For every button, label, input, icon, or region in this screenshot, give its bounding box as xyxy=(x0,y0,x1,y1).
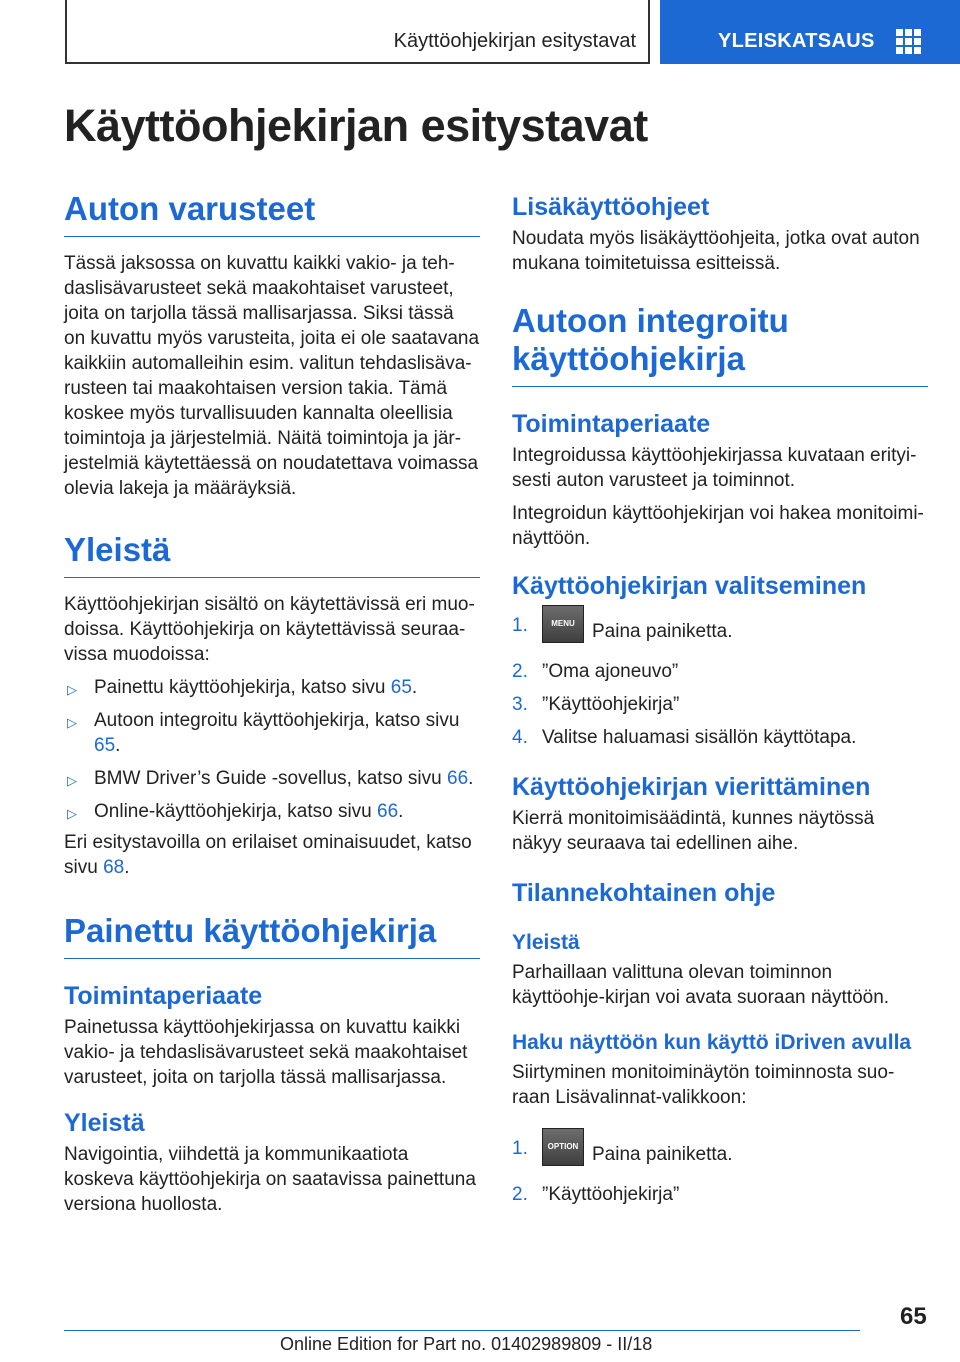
heading-valitseminen: Käyttöohjekirjan valitseminen xyxy=(512,571,867,600)
heading-vierittaminen: Käyttöohjekirjan vierittäminen xyxy=(512,772,871,801)
paragraph-toimintaperiaate: Painetussa käyttöohjekirjassa on kuvattu kaikki vakio- ja tehdaslisävarusteet sekä maakohtaiset varusteet, joita on tarjolla tässä mallisarjassa. xyxy=(64,1016,468,1088)
paragraph-esitystavat: Eri esitystavoilla on erilaiset ominaisuudet, katso sivu 68. xyxy=(64,831,472,878)
heading-toimintaperiaate: Toimintaperiaate xyxy=(64,981,263,1010)
list-item: ▷ Autoon integroitu käyttöohjekirja, katso sivu 65. xyxy=(67,709,460,756)
option-steps xyxy=(512,1136,928,1207)
page-title: Käyttöohjekirjan esitystavat xyxy=(64,100,648,151)
page-header xyxy=(0,0,960,66)
menu-button-icon: MENU xyxy=(542,605,584,643)
page-link[interactable]: 65 xyxy=(390,676,412,698)
overview-tab-label: YLEISKATSAUS xyxy=(718,30,875,52)
left-column xyxy=(64,190,480,1217)
section-title: Käyttöohjekirjan esitystavat xyxy=(393,30,636,52)
right-column xyxy=(512,192,928,1207)
step-item: 2. ”Oma ajoneuvo” xyxy=(512,660,679,682)
option-button-icon: OPTION xyxy=(542,1128,584,1166)
page-link[interactable]: 65 xyxy=(94,734,116,756)
paragraph-yleista: Käyttöohjekirjan sisältö on käytettävissä eri muo-doissa. Käyttöohjekirja on käytettävissä seuraa-vissa muodoissa: xyxy=(64,593,475,665)
format-list xyxy=(64,675,480,824)
page-link[interactable]: 66 xyxy=(447,767,469,789)
page-number: 65 xyxy=(900,1303,927,1330)
page-link[interactable]: 66 xyxy=(377,800,399,822)
heading-yleista: Yleistä xyxy=(64,531,480,578)
heading-auton-varusteet: Auton varusteet xyxy=(64,190,480,237)
list-item: ▷ BMW Driver’s Guide -sovellus, katso sivu 66. xyxy=(64,766,480,791)
paragraph-yleista-right: Parhaillaan valittuna olevan toiminnon käyttöohje-kirjan voi avata suoraan näyttöön. xyxy=(512,962,890,1009)
heading-haku: Haku näyttöön kun käyttö iDriven avulla xyxy=(512,1031,912,1055)
step-item: 3. ”Käyttöohjekirja” xyxy=(512,693,680,715)
paragraph-yleista-sub: Navigointia, viihdettä ja kommunikaatiota koskeva käyttöohjekirja on saatavissa painettuna versiona huollosta. xyxy=(64,1143,476,1215)
select-steps xyxy=(512,613,928,750)
grid-icon xyxy=(896,29,922,55)
heading-tilannekohtainen: Tilannekohtainen ohje xyxy=(512,878,776,907)
heading-autoon-integroitu: Autoon integroitu käyttöohjekirja xyxy=(512,302,928,387)
triangle-icon: ▷ xyxy=(67,681,77,697)
paragraph-auton-varusteet: Tässä jaksossa on kuvattu kaikki vakio- ja teh-daslisävarusteet sekä maakohtaiset varusteet, joita on tarjolla tässä mallisarjassa. Siksi tässä on kuvattu myös varusteita, joita ei ole saatavana kaikkiin automalleihin esim. valitun tehdaslisäva-rusteen tai maakohtaisen version takia. Tämä koskee myös turvallisuuden kannalta oleellisia toimintoja ja järjestelmiä. Näitä toimintoja ja jär-jestelmiä käytettäessä on noudatettava voimassa olevia lakeja ja määräyksiä. xyxy=(64,252,480,499)
step-item: 4. Valitse haluamasi sisällön käyttötapa. xyxy=(512,726,857,748)
edition-text: Online Edition for Part no. 01402989809 - II/18 xyxy=(280,1334,653,1354)
triangle-icon: ▷ xyxy=(67,772,77,788)
page-link[interactable]: 68 xyxy=(103,856,125,878)
step-item: 1. OPTION Paina painiketta. xyxy=(512,1136,928,1174)
triangle-icon: ▷ xyxy=(67,805,77,821)
triangle-icon: ▷ xyxy=(67,714,77,730)
paragraph-vierittaminen: Kierrä monitoimisäädintä, kunnes näytössä näkyy seuraava tai edellinen aihe. xyxy=(512,807,875,854)
list-item: ▷ Painettu käyttöohjekirja, katso sivu 65. xyxy=(64,675,480,700)
heading-yleista-right: Yleistä xyxy=(512,930,580,954)
paragraph-tp2: Integroidun käyttöohjekirjan voi hakea monitoimi-näyttöön. xyxy=(512,502,924,549)
paragraph-tp1: Integroidussa käyttöohjekirjassa kuvataan erityi-sesti auton varusteet ja toiminnot. xyxy=(512,444,917,491)
paragraph-lisakayttoohjeet: Noudata myös lisäkäyttöohjeita, jotka ovat auton mukana toimitetuissa esitteissä. xyxy=(512,228,920,274)
list-item: ▷ Online-käyttöohjekirja, katso sivu 66. xyxy=(64,799,480,824)
footer-divider xyxy=(64,1330,860,1331)
heading-painettu: Painettu käyttöohjekirja xyxy=(64,912,480,959)
overview-tab[interactable] xyxy=(660,0,960,64)
step-item: 2. ”Käyttöohjekirja” xyxy=(512,1184,680,1206)
heading-yleista-sub: Yleistä xyxy=(64,1108,145,1137)
heading-lisakayttoohjeet: Lisäkäyttöohjeet xyxy=(512,193,710,221)
step-item: 1. MENU Paina painiketta. xyxy=(512,613,928,651)
paragraph-haku: Siirtyminen monitoiminäytön toiminnosta suo-raan Lisävalinnat-valikkoon: xyxy=(512,1062,895,1109)
heading-toimintaperiaate-int: Toimintaperiaate xyxy=(512,409,711,438)
section-title-box xyxy=(65,0,650,64)
